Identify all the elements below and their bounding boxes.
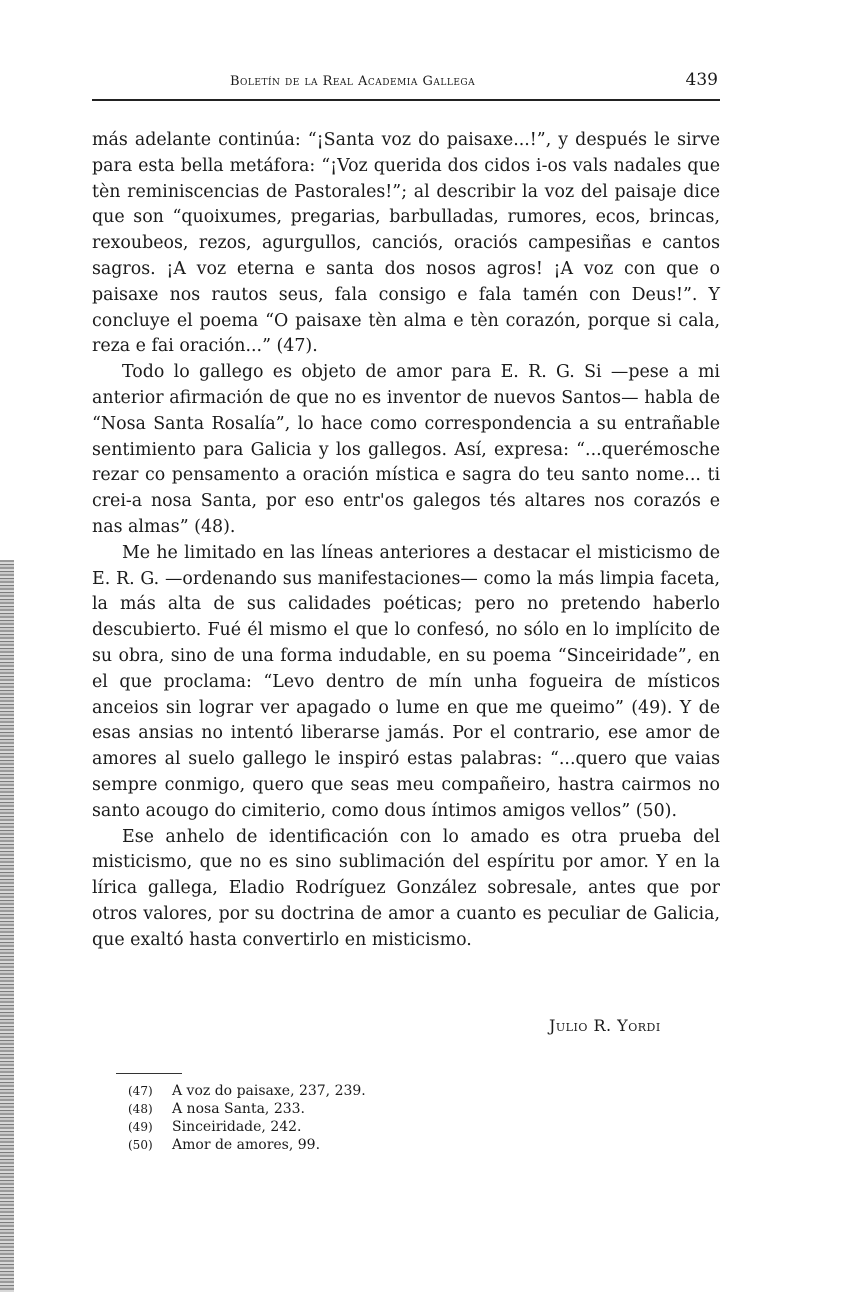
footnote	[128, 1118, 728, 1136]
footnote-mark: (48)	[128, 1102, 153, 1116]
paragraph: Ese anhelo de identificación con lo amado es otra prueba del misticismo, que no es sino sublimación del espíritu por amor. Y en la lírica gallega, Eladio Rodríguez González sobresale, antes que por otros valores, por su doctrina de amor a cuanto es peculiar de Galicia, que exaltó hasta convertirlo en misticismo.	[92, 826, 720, 950]
footnote-text: A nosa Santa, 233.	[172, 1101, 305, 1117]
footnote-mark: (49)	[128, 1120, 153, 1134]
footnote-rule	[116, 1073, 182, 1074]
body-text	[92, 128, 720, 954]
page-header	[92, 66, 720, 96]
footnotes	[128, 1082, 728, 1154]
footnote-text: Amor de amores, 99.	[172, 1137, 321, 1153]
footnote	[128, 1100, 728, 1118]
page-number: 439	[685, 70, 718, 90]
running-title: Boletín de la Real Academia Gallega	[230, 74, 476, 89]
footnote-text: A voz do paisaxe, 237, 239.	[172, 1083, 366, 1099]
scan-edge	[0, 560, 14, 1292]
paragraph: más adelante continúa: “¡Santa voz do paisaxe...!”, y después le sirve para esta bella metáfora: “¡Voz querida dos cidos i-os vals nadales que tèn reminiscencias de Pastorales!”; al describir la voz del paisaje dice que son “quoixumes, pregarias, barbulladas, rumores, ecos, brincas, rexoubeos, rezos, agurgullos, canciós, oraciós campesiñas e cantos sagros. ¡A voz eterna e santa dos nosos agros! ¡A voz con que o paisaxe nos rautos seus, fala consigo e fala tamén con Deus!”. Y concluye el poema “O paisaxe tèn alma e tèn corazón, porque si cala, reza e fai oración...” (47).	[92, 130, 720, 357]
footnote	[128, 1136, 728, 1154]
header-rule	[92, 99, 720, 101]
footnote-mark: (50)	[128, 1138, 153, 1152]
paragraph: Me he limitado en las líneas anteriores a destacar el misticismo de E. R. G. —ordenando sus manifestaciones— como la más limpia faceta, la más alta de sus calidades poéticas; pero no pretendo haberlo descubierto. Fué él mismo el que lo confesó, no sólo en lo implícito de su obra, sino de una forma indudable, en su poema “Sinceiridade”, en el que proclama: “Levo dentro de mín unha fogueira de místicos anceios sin lograr ver apagado o lume en que me queimo” (49). Y de esas ansias no intentó liberarse jamás. Por el contrario, ese amor de amores al suelo gallego le inspiró estas palabras: “...quero que vaias sempre conmigo, quero que seas meu compañeiro, hastra cairmos no santo acougo do cimiterio, como dous íntimos amigos vellos” (50).	[92, 542, 720, 821]
footnote-mark: (47)	[128, 1084, 153, 1098]
footnote	[128, 1082, 728, 1100]
author-signature: Julio R. Yordi	[549, 1016, 661, 1035]
footnote-text: Sinceiridade, 242.	[172, 1119, 302, 1135]
paragraph: Todo lo gallego es objeto de amor para E. R. G. Si —pese a mi anterior afirmación de que no es inventor de nuevos Santos— habla de “Nosa Santa Rosalía”, lo hace como correspondencia a su entrañable sentimiento para Galicia y los gallegos. Así, expresa: “...querémosche rezar co pensamento a oración mística e sagra do teu santo nome... ti crei-a nosa Santa, por eso entr'os galegos tés altares nos corazós e nas almas” (48).	[92, 362, 720, 537]
